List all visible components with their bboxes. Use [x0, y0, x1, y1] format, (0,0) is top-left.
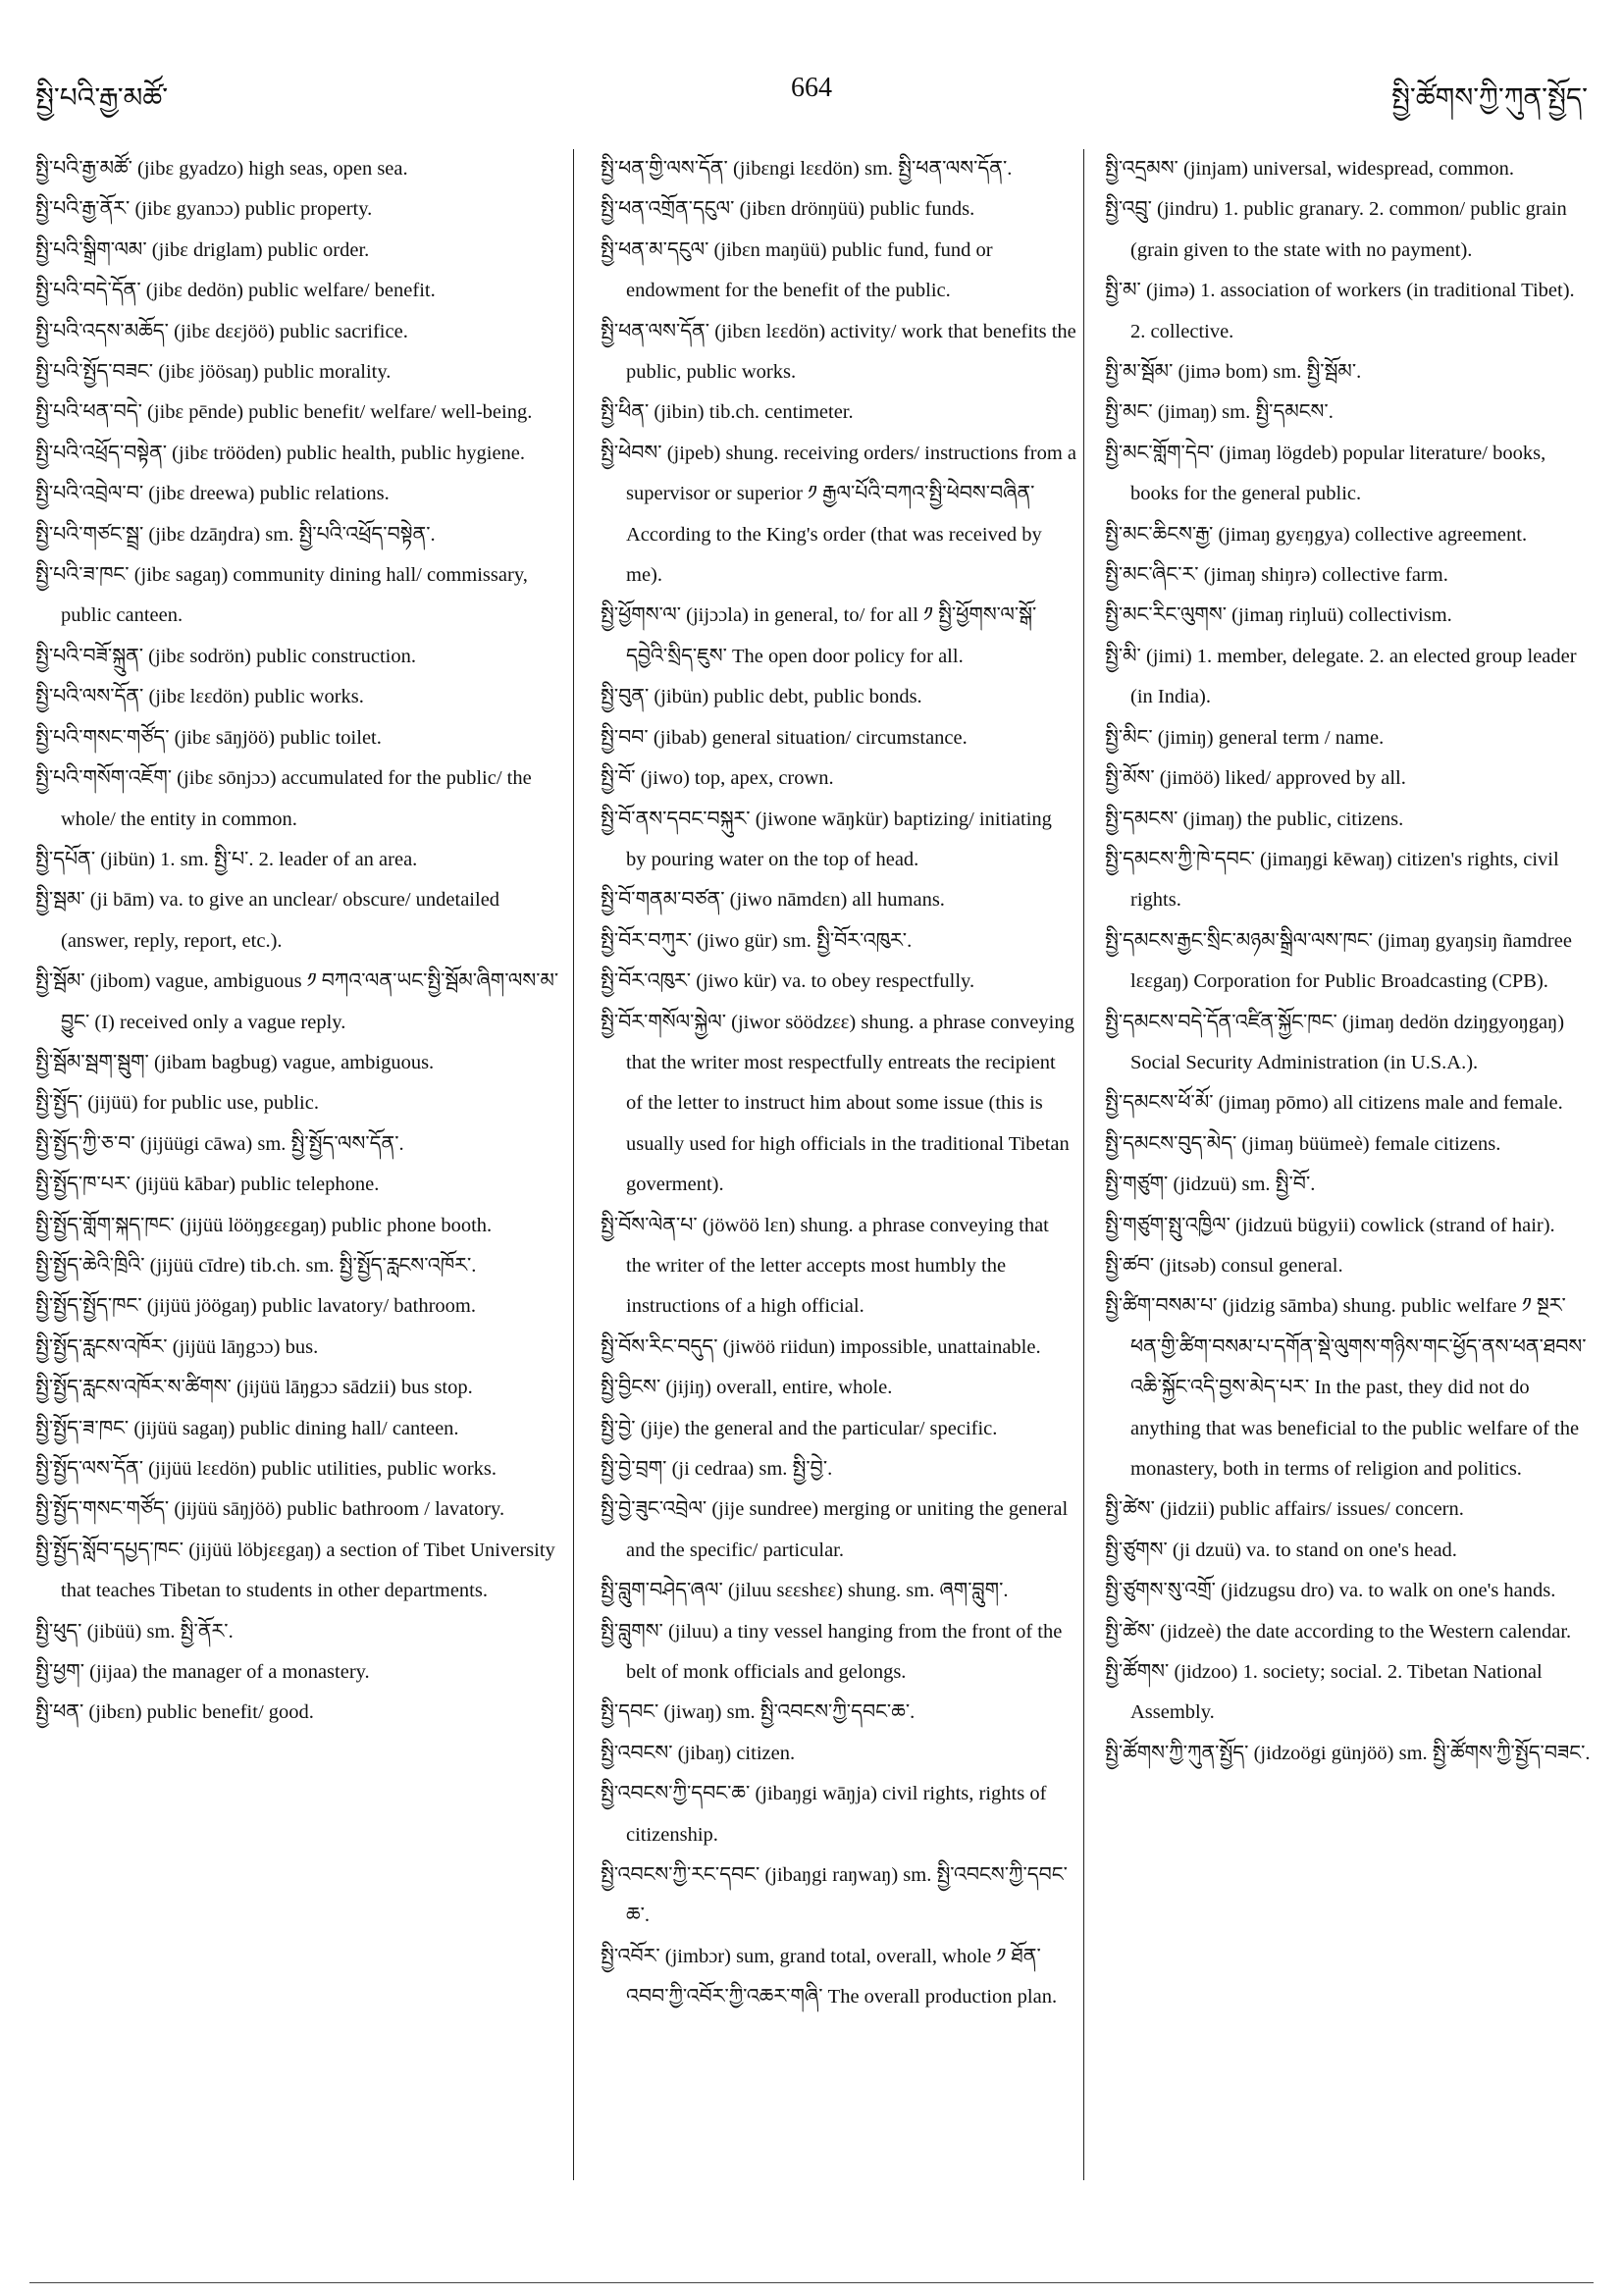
- dictionary-column-1: [35, 149, 567, 2190]
- dictionary-entry: སྤྱི་ཚེས་ (jidzii) public affairs/ issues/ concern.: [1105, 1498, 1464, 1521]
- dictionary-entry: སྤྱི་དམངས་ (jimaŋ) the public, citizens.: [1105, 808, 1404, 830]
- dictionary-entry: སྤྱི་བོས་རིང་བདུད་ (jiwöö riidun) impossible, unattainable.: [601, 1335, 1041, 1358]
- dictionary-entry: སྤྱི་པའི་སྒྲིག་ལམ་ (jibɛ driglam) public order.: [35, 238, 370, 261]
- dictionary-entry: སྤྱི་བུན་ (jibün) public debt, public bonds.: [601, 686, 922, 708]
- dictionary-entry: སྤྱི་སྤྱོད་ཁ་པར་ (jijüü kābar) public telephone.: [35, 1174, 380, 1196]
- dictionary-entry: སྤྱི་པའི་གསང་གཙོད་ (jibɛ sāŋjöö) public toilet.: [35, 726, 382, 749]
- dictionary-entry: སྤྱི་ཙུགས་སུ་འགྲོ་ (jidzugsu dro) va. to walk on one's hands.: [1105, 1580, 1556, 1602]
- dictionary-entry: སྤྱི་མོས་ (jimöö) liked/ approved by all.: [1105, 767, 1406, 790]
- page-number: 664: [791, 73, 832, 103]
- dictionary-entry: སྤྱི་མ་སྦོམ་ (jimə bom) sm. སྤྱི་སྦོམ་.: [1105, 361, 1362, 384]
- dictionary-entry: སྤྱི་པའི་འབྲེལ་བ་ (jibɛ dreewa) public relations.: [35, 483, 390, 505]
- dictionary-entry: སྤྱི་འབོར་ (jimbɔr) sum, grand total, overall, whole ༡ ཐོན་འབབ་ཀྱི་འབོར་ཀྱི་འཆར་གཞི་ The overall production plan.: [601, 1945, 1058, 2009]
- dictionary-entry: སྤྱི་བོས་ལེན་པ་ (jöwöö lɛn) shung. a phrase conveying that the writer of the letter accepts most humbly the instructions of a high official.: [601, 1214, 1049, 1318]
- dictionary-entry: སྤྱི་ཕན་འགྲོན་དངུལ་ (jibɛn drönŋüü) public funds.: [601, 198, 975, 221]
- dictionary-entry: སྤྱི་ཕན་གྱི་ལས་དོན་ (jibɛngi lɛɛdön) sm. སྤྱི་ཕན་ལས་དོན་.: [601, 158, 1013, 180]
- dictionary-entry: སྤྱི་བབ་ (jibab) general situation/ circumstance.: [601, 726, 968, 749]
- dictionary-entry: སྤྱི་དམངས་ཕོ་མོ་ (jimaŋ pōmo) all citizens male and female.: [1105, 1092, 1563, 1115]
- dictionary-entry: སྤྱི་ཚོགས་ཀྱི་ཀུན་སྤྱོད་ (jidzoögi günjöö) sm. སྤྱི་ཚོགས་ཀྱི་སྤྱོད་བཟང་.: [1105, 1742, 1591, 1764]
- dictionary-entry: སྤྱི་བོར་བཀུར་ (jiwo gür) sm. སྤྱི་བོར་འཁུར་.: [601, 929, 913, 952]
- dictionary-entry: སྤྱི་པའི་རྒྱ་མཚོ་ (jibɛ gyadzo) high seas, open sea.: [35, 158, 408, 180]
- dictionary-entry: སྤྱི་འབངས་ཀྱི་རང་དབང་ (jibaŋgi raŋwaŋ) sm. སྤྱི་འབངས་ཀྱི་དབང་ཆ་.: [601, 1864, 1068, 1927]
- dictionary-entry: སྤྱི་པའི་ཕན་བདེ་ (jibɛ pēnde) public benefit/ welfare/ well-being.: [35, 401, 533, 424]
- dictionary-entry: སྤྱི་སྤྱོད་ཀྱི་ཅ་བ་ (jijüügi cāwa) sm. སྤྱི་སྤྱོད་ལས་དོན་.: [35, 1132, 404, 1155]
- dictionary-entry: སྤྱི་བྱེ་ (jije) the general and the particular/ specific.: [601, 1417, 998, 1439]
- dictionary-entry: སྤྱི་མང་གློག་དེབ་ (jimaŋ lögdeb) popular literature/ books, books for the general public.: [1105, 442, 1546, 505]
- dictionary-entry: སྤྱི་ཙུགས་ (ji dzuü) va. to stand on one's head.: [1105, 1539, 1457, 1561]
- dictionary-entry: སྤྱི་བླུགས་ (jiluu) a tiny vessel hanging from the front of the belt of monk officials and gelongs.: [601, 1620, 1063, 1684]
- dictionary-entry: སྤྱི་པའི་བཟོ་སྐྲུན་ (jibɛ sodrön) public construction.: [35, 645, 416, 667]
- dictionary-entry: སྤྱི་པའི་སྤྱོད་བཟང་ (jibɛ jöösaŋ) public morality.: [35, 361, 392, 384]
- dictionary-entry: སྤྱི་བོ་ (jiwo) top, apex, crown.: [601, 767, 834, 790]
- dictionary-entry: སྤྱི་བྱིངས་ (jijiŋ) overall, entire, whole.: [601, 1377, 893, 1399]
- dictionary-entry: སྤྱི་སྤྱོད་ཟ་ཁང་ (jijüü sagaŋ) public dining hall/ canteen.: [35, 1417, 459, 1439]
- dictionary-entry: སྤྱི་ཚིག་བསམ་པ་ (jidzig sāmba) shung. public welfare ༡ སྔར་ཕན་གྱི་ཚིག་བསམ་པ་དགོན་སྡེ་ལུགས་གཉིས་གང་ཕྱོད་ནས་ཕན་ཐབས་འཆི་སྐྱོང་འདི་བྱས་མེད་པར་ In the past, they did not do anything that was beneficial to the public welfare of the monastery, both in terms of religion and politics.: [1105, 1295, 1587, 1480]
- dictionary-entry: སྤྱི་དམངས་ཀྱི་ཁེ་དབང་ (jimaŋgi kēwaŋ) citizen's rights, civil rights.: [1105, 848, 1559, 912]
- column-divider: [573, 149, 574, 2180]
- dictionary-entry: སྤྱི་བོ་གནམ་བཙན་ (jiwo nāmdɛn) all humans.: [601, 889, 945, 912]
- dictionary-column-3: [1105, 149, 1594, 2190]
- dictionary-entry: སྤྱི་པའི་འཕྲོད་བསྟེན་ (jibɛ trööden) public health, public hygiene.: [35, 442, 526, 464]
- dictionary-column-2: [601, 149, 1076, 2190]
- dictionary-entry: སྤྱི་མང་ཞིང་ར་ (jimaŋ shiŋrə) collective farm.: [1105, 564, 1448, 587]
- dictionary-entry: སྤྱི་པའི་གཙང་སྦྲ་ (jibɛ dzāŋdra) sm. སྤྱི་པའི་འཕྲོད་བསྟེན་.: [35, 523, 436, 546]
- dictionary-entry: སྤྱི་ཕུད་ (jibüü) sm. སྤྱི་ནོར་.: [35, 1620, 234, 1643]
- column-divider: [1083, 149, 1084, 2180]
- dictionary-entry: སྤྱི་སྦོམ་ (jibom) vague, ambiguous ༡ བཀའ་ལན་ཡང་སྤྱི་སྦོམ་ཞིག་ལས་མ་བྱུང་ (I) received only a vague reply.: [35, 970, 559, 1033]
- dictionary-entry: སྤྱི་གཙུག་སྤུ་འཁྱིལ་ (jidzuü bügyii) cowlick (strand of hair).: [1105, 1214, 1555, 1236]
- dictionary-entry: སྤྱི་ཕིན་ (jibin) tib.ch. centimeter.: [601, 401, 854, 424]
- dictionary-entry: སྤྱི་བོ་ནས་དབང་བསྐུར་ (jiwone wāŋkür) baptizing/ initiating by pouring water on the top of head.: [601, 808, 1052, 870]
- dictionary-entry: སྤྱི་བྱེ་ཟུང་འབྲེལ་ (jije sundree) merging or uniting the general and the specific/ particular.: [601, 1498, 1069, 1561]
- dictionary-entry: སྤྱི་མི་ (jimi) 1. member, delegate. 2. an elected group leader (in India).: [1105, 645, 1577, 708]
- dictionary-entry: སྤྱི་བོར་གསོལ་སྐྱེལ་ (jiwor söödzɛɛ) shung. a phrase conveying that the writer most respectfully entreats the recipient of the letter to instruct him about some issue (this is usually used for high officials in the traditional Tibetan goverment).: [601, 1011, 1074, 1196]
- dictionary-entry: སྤྱི་ཚབ་ (jitsəb) consul general.: [1105, 1254, 1343, 1277]
- dictionary-entry: སྤྱི་འབྲུ་ (jindru) 1. public granary. 2. common/ public grain (grain given to the state with no payment).: [1105, 198, 1567, 261]
- dictionary-entry: སྤྱི་སྤྱོད་སྤྱོད་ཁང་ (jijüü jöögaŋ) public lavatory/ bathroom.: [35, 1295, 476, 1318]
- dictionary-entry: སྤྱི་ཕན་མ་དངུལ་ (jibɛn maŋüü) public fund, fund or endowment for the benefit of the public.: [601, 238, 993, 302]
- dictionary-entry: སྤྱི་མང་རིང་ལུགས་ (jimaŋ riŋluü) collectivism.: [1105, 604, 1452, 627]
- dictionary-entry: སྤྱི་པའི་ཟ་ཁང་ (jibɛ sagaŋ) community dining hall/ commissary, public canteen.: [35, 564, 528, 627]
- dictionary-entry: སྤྱི་འབངས་ (jibaŋ) citizen.: [601, 1742, 796, 1764]
- dictionary-entry: སྤྱི་ཕྱག་ (jijaa) the manager of a monastery.: [35, 1661, 370, 1684]
- dictionary-entry: སྤྱི་སྤྱོད་ཆེའི་ཁྲིའི་ (jijüü cīdre) tib.ch. sm. སྤྱི་སྤྱོད་རླངས་འཁོར་.: [35, 1254, 477, 1277]
- dictionary-entry: སྤྱི་བླུག་བཤེད་ཞལ་ (jiluu sɛɛshɛɛ) shung. sm. ཞག་བླུག་.: [601, 1580, 1009, 1602]
- dictionary-entry: སྤྱི་སྤྱོད་རླངས་འཁོར་ (jijüü lāŋgɔɔ) bus.: [35, 1335, 319, 1358]
- bottom-rule: [29, 2282, 1594, 2283]
- dictionary-entry: སྤྱི་སྦམ་ (ji bām) va. to give an unclear/ obscure/ undetailed (answer, reply, report, etc.).: [35, 889, 500, 952]
- dictionary-entry: སྤྱི་པའི་བདེ་དོན་ (jibɛ dedön) public welfare/ benefit.: [35, 280, 436, 302]
- dictionary-entry: སྤྱི་པའི་གསོག་འཇོག་ (jibɛ sōnjɔɔ) accumulated for the public/ the whole/ the entity in common.: [35, 767, 532, 830]
- dictionary-entry: སྤྱི་གཙུག་ (jidzuü) sm. སྤྱི་བོ་.: [1105, 1174, 1316, 1196]
- dictionary-entry: སྤྱི་ཕྱོགས་ལ་ (jijɔɔla) in general, to/ for all ༡ སྤྱི་ཕྱོགས་ལ་སྒོ་དབྱེའི་སྲིད་ཇུས་ The open door policy for all.: [601, 604, 1037, 667]
- left-running-head: སྤྱི་པའི་རྒྱ་མཚོ་: [35, 83, 169, 114]
- dictionary-entry: སྤྱི་དམངས་རྒྱང་སྲིང་མཉམ་སྒྲིལ་ལས་ཁང་ (jimaŋ gyaŋsiŋ ñamdree lɛɛgaŋ) Corporation for Public Broadcasting (CPB).: [1105, 929, 1572, 993]
- dictionary-entry: སྤྱི་སྤྱོད་ལས་དོན་ (jijüü lɛɛdön) public utilities, public works.: [35, 1458, 497, 1480]
- dictionary-entry: སྤྱི་མང་ཆིངས་རྒྱ་ (jimaŋ gyɛŋgya) collective agreement.: [1105, 523, 1528, 546]
- dictionary-entry: སྤྱི་ཚེས་ (jidzeè) the date according to the Western calendar.: [1105, 1620, 1572, 1643]
- page-header: [0, 0, 1623, 147]
- dictionary-entry: སྤྱི་བོར་འཁུར་ (jiwo kür) va. to obey respectfully.: [601, 970, 975, 993]
- dictionary-entry: སྤྱི་མ་ (jimə) 1. association of workers (in traditional Tibet). 2. collective.: [1105, 280, 1575, 342]
- dictionary-entry: སྤྱི་མིང་ (jimiŋ) general term / name.: [1105, 726, 1385, 749]
- dictionary-entry: སྤྱི་པའི་རྒྱ་ནོར་ (jibɛ gyanɔɔ) public property.: [35, 198, 373, 221]
- dictionary-entry: སྤྱི་བྱེ་བྲག་ (ji cedraa) sm. སྤྱི་བྱེ་.: [601, 1458, 833, 1480]
- dictionary-entry: སྤྱི་དབང་ (jiwaŋ) sm. སྤྱི་འབངས་ཀྱི་དབང་ཆ་.: [601, 1701, 916, 1724]
- dictionary-entry: སྤྱི་སྤྱོད་གློག་སྐད་ཁང་ (jijüü lööŋgɛɛgaŋ) public phone booth.: [35, 1214, 493, 1236]
- dictionary-entry: སྤྱི་པའི་ལས་དོན་ (jibɛ lɛɛdön) public works.: [35, 686, 364, 708]
- dictionary-entry: སྤྱི་དམངས་བདེ་དོན་འཛིན་སྐྱོང་ཁང་ (jimaŋ dedön dziŋgyoŋgaŋ) Social Security Administration (in U.S.A.).: [1105, 1011, 1565, 1073]
- dictionary-entry: སྤྱི་ཕན་ལས་དོན་ (jibɛn lɛɛdön) activity/ work that benefits the public, public works.: [601, 320, 1076, 384]
- dictionary-entry: སྤྱི་འབངས་ཀྱི་དབང་ཆ་ (jibaŋgi wāŋja) civil rights, rights of citizenship.: [601, 1783, 1047, 1846]
- right-running-head: སྤྱི་ཚོགས་ཀྱི་ཀུན་སྤྱོད་: [1390, 83, 1588, 114]
- dictionary-entry: སྤྱི་སྦོམ་སྦག་སྦུག་ (jibam bagbug) vague, ambiguous.: [35, 1051, 435, 1073]
- dictionary-entry: སྤྱི་ཚོགས་ (jidzoo) 1. society; social. 2. Tibetan National Assembly.: [1105, 1661, 1543, 1724]
- dictionary-entry: སྤྱི་སྤྱོད་གསང་གཙོད་ (jijüü sāŋjöö) public bathroom / lavatory.: [35, 1498, 505, 1521]
- dictionary-entry: སྤྱི་སྤྱོད་སློབ་དཔྱད་ཁང་ (jijüü löbjɛɛgaŋ) a section of Tibet University that teaches Tibetan to students in other departments.: [35, 1539, 555, 1602]
- dictionary-entry: སྤྱི་ཕེབས་ (jipeb) shung. receiving orders/ instructions from a supervisor or superior ༡ རྒྱལ་པོའི་བཀའ་སྤྱི་ཕེབས་བཞིན་ According to the King's order (that was received by me).: [601, 442, 1076, 587]
- dictionary-entry: སྤྱི་པའི་འདས་མཆོད་ (jibɛ dɛɛjöö) public sacrifice.: [35, 320, 408, 342]
- dictionary-entry: སྤྱི་འདྲམས་ (jinjam) universal, widespread, common.: [1105, 158, 1514, 180]
- dictionary-entry: སྤྱི་མང་ (jimaŋ) sm. སྤྱི་དམངས་.: [1105, 401, 1334, 424]
- dictionary-entry: སྤྱི་དཔོན་ (jibün) 1. sm. སྤྱི་པ་. 2. leader of an area.: [35, 848, 418, 870]
- dictionary-entry: སྤྱི་སྤྱོད་ (jijüü) for public use, public.: [35, 1092, 319, 1115]
- dictionary-entry: སྤྱི་ཕན་ (jibɛn) public benefit/ good.: [35, 1701, 314, 1724]
- dictionary-entry: སྤྱི་སྤྱོད་རླངས་འཁོར་ས་ཚིགས་ (jijüü lāŋgɔɔ sādzii) bus stop.: [35, 1377, 473, 1399]
- dictionary-entry: སྤྱི་དམངས་བུད་མེད་ (jimaŋ büümeè) female citizens.: [1105, 1132, 1501, 1155]
